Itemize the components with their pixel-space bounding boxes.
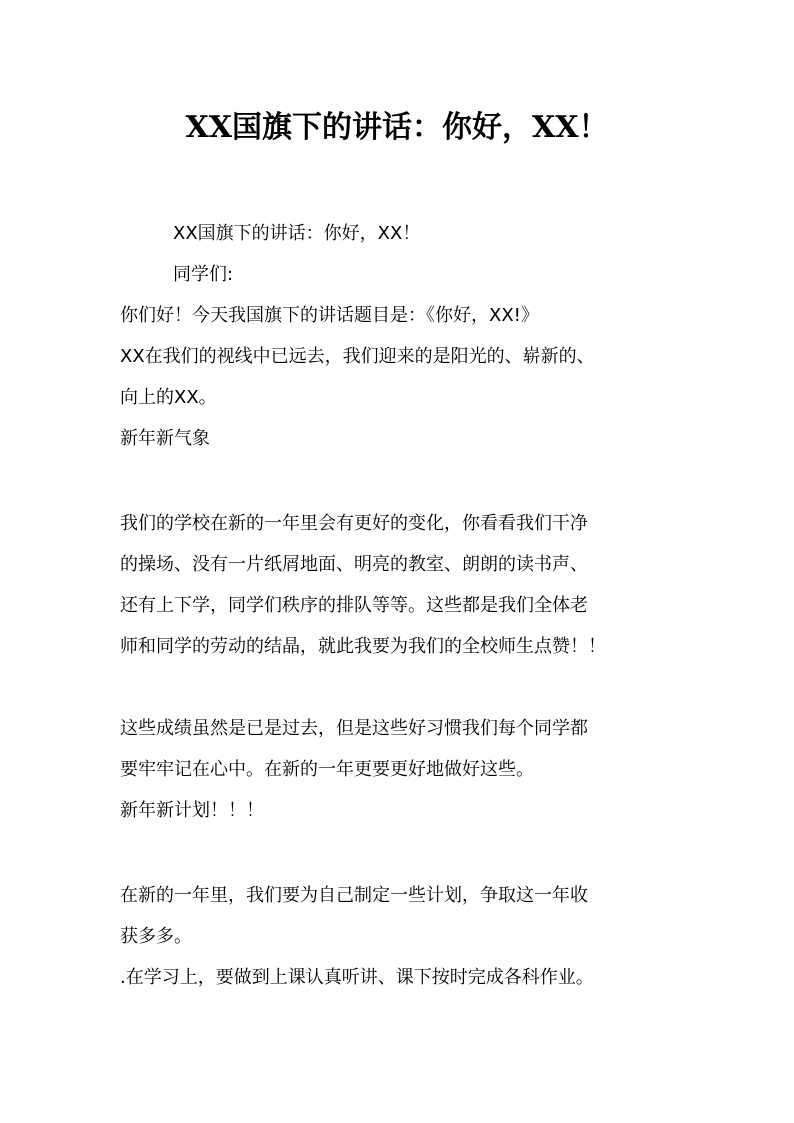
body-line: 师和同学的劳动的结晶，就此我要为我们的全校师生点赞！！ [120, 636, 606, 657]
body-line: .在学习上，要做到上课认真听讲、课下按时完成各科作业。 [120, 967, 594, 988]
document-title: XX国旗下的讲话：你好，XX！ [185, 110, 609, 145]
body-line: 获多多。 [120, 926, 192, 947]
body-line: 这些成绩虽然是已是过去，但是这些好习惯我们每个同学都 [120, 718, 588, 739]
salutation-line: 同学们: [173, 264, 234, 285]
body-line: 要牢牢记在心中。在新的一年更要更好地做好这些。 [120, 759, 534, 780]
body-line: XX在我们的视线中已远去，我们迎来的是阳光的、崭新的、 [120, 346, 595, 367]
section-heading: 新年新计划！！！ [120, 800, 264, 821]
body-line: 还有上下学，同学们秩序的排队等等。这些都是我们全体老 [120, 595, 588, 616]
body-line: 的操场、没有一片纸屑地面、明亮的教室、朗朗的读书声、 [120, 554, 588, 575]
section-heading: 新年新气象 [120, 428, 210, 449]
body-line: 向上的XX。 [120, 387, 217, 408]
body-line: 在新的一年里，我们要为自己制定一些计划，争取这一年收 [120, 885, 588, 906]
subtitle-line: XX国旗下的讲话：你好，XX！ [173, 223, 421, 244]
body-line: 我们的学校在新的一年里会有更好的变化，你看看我们干净 [120, 513, 588, 534]
body-line: 你们好！今天我国旗下的讲话题目是：《你好，XX!》 [120, 305, 539, 326]
